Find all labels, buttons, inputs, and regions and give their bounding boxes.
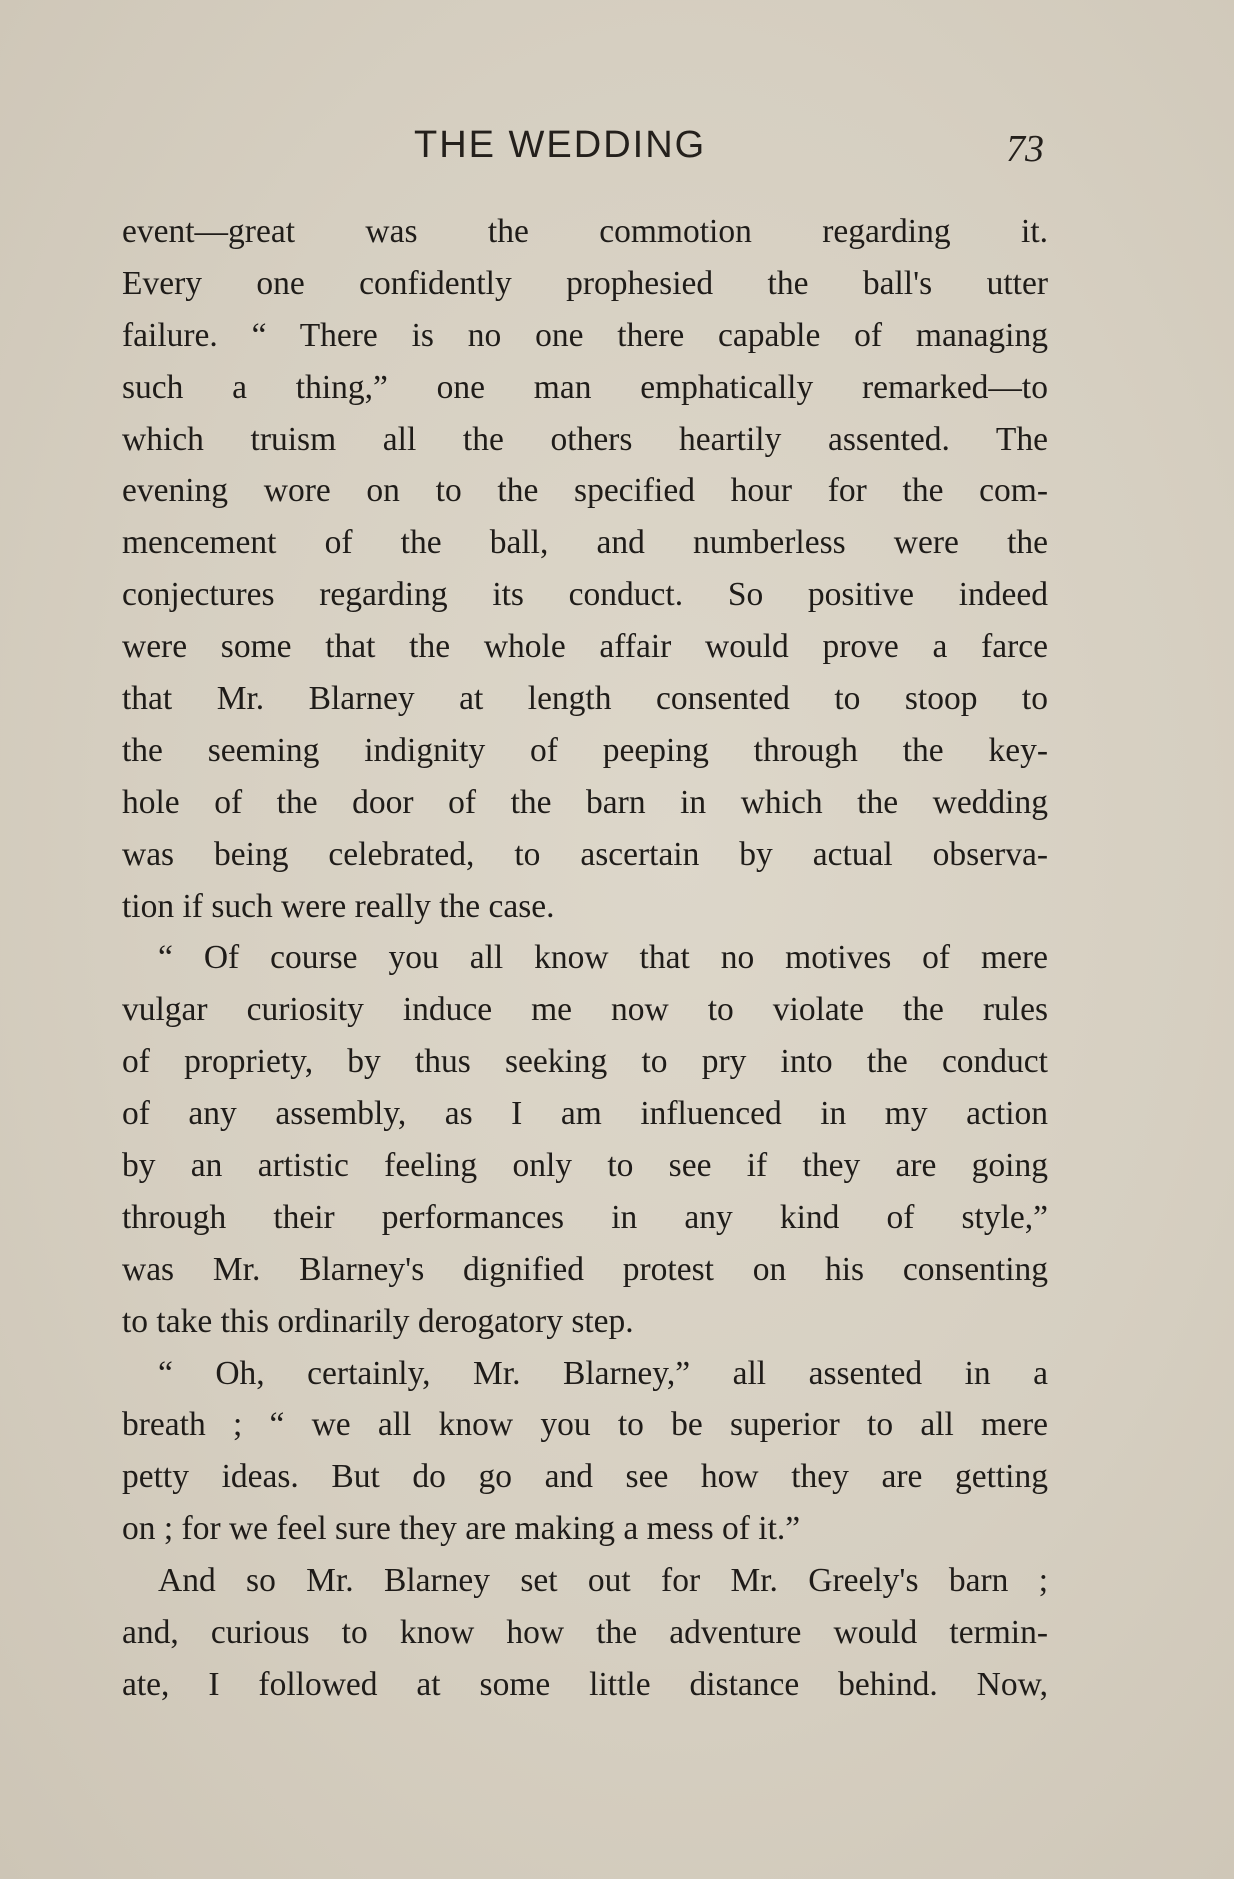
text-line: And so Mr. Blarney set out for Mr. Greely's barn ; (158, 1562, 1048, 1600)
text-line: of propriety, by thus seeking to pry into the conduct (122, 1043, 1048, 1081)
text-line: and, curious to know how the adventure would termin- (122, 1614, 1048, 1652)
text-line: Every one confidently prophesied the ball's utter (122, 264, 1048, 302)
text-line: “ Of course you all know that no motives of mere (158, 939, 1048, 977)
text-line: evening wore on to the specified hour for the com- (122, 472, 1048, 510)
text-line: to take this ordinarily derogatory step. (122, 1302, 634, 1340)
text-line: ate, I followed at some little distance behind. Now, (122, 1665, 1048, 1703)
text-line: tion if such were really the case. (122, 887, 555, 925)
text-line: that Mr. Blarney at length consented to stoop to (122, 680, 1048, 718)
text-line: failure. “ There is no one there capable of managing (122, 316, 1048, 354)
text-line: of any assembly, as I am influenced in my action (122, 1095, 1048, 1133)
running-head (0, 122, 1234, 172)
text-line: such a thing,” one man emphatically remarked—to (122, 368, 1048, 406)
text-line: on ; for we feel sure they are making a mess of it.” (122, 1510, 801, 1548)
text-line: “ Oh, certainly, Mr. Blarney,” all assented in a (158, 1354, 1048, 1392)
text-line: mencement of the ball, and numberless were the (122, 524, 1048, 562)
text-line: through their performances in any kind of style,” (122, 1198, 1048, 1236)
text-line: petty ideas. But do go and see how they are getting (122, 1458, 1048, 1496)
text-line: event—great was the commotion regarding it. (122, 213, 1048, 250)
text-line: was Mr. Blarney's dignified protest on his consenting (122, 1250, 1048, 1288)
text-line: were some that the whole affair would prove a farce (122, 628, 1048, 666)
text-line: breath ; “ we all know you to be superior to all mere (122, 1406, 1048, 1444)
text-line: hole of the door of the barn in which the wedding (122, 783, 1048, 821)
text-line: vulgar curiosity induce me now to violate the rules (122, 991, 1048, 1029)
page-number: 73 (1006, 128, 1044, 170)
text-line: by an artistic feeling only to see if they are going (122, 1147, 1048, 1185)
running-title: THE WEDDING (414, 124, 707, 166)
text-line: was being celebrated, to ascertain by actual observa- (122, 835, 1048, 873)
text-line: conjectures regarding its conduct. So positive indeed (122, 576, 1048, 614)
text-line: the seeming indignity of peeping through the key- (122, 731, 1048, 769)
text-line: which truism all the others heartily assented. The (122, 420, 1048, 458)
body-text (122, 206, 1048, 1711)
